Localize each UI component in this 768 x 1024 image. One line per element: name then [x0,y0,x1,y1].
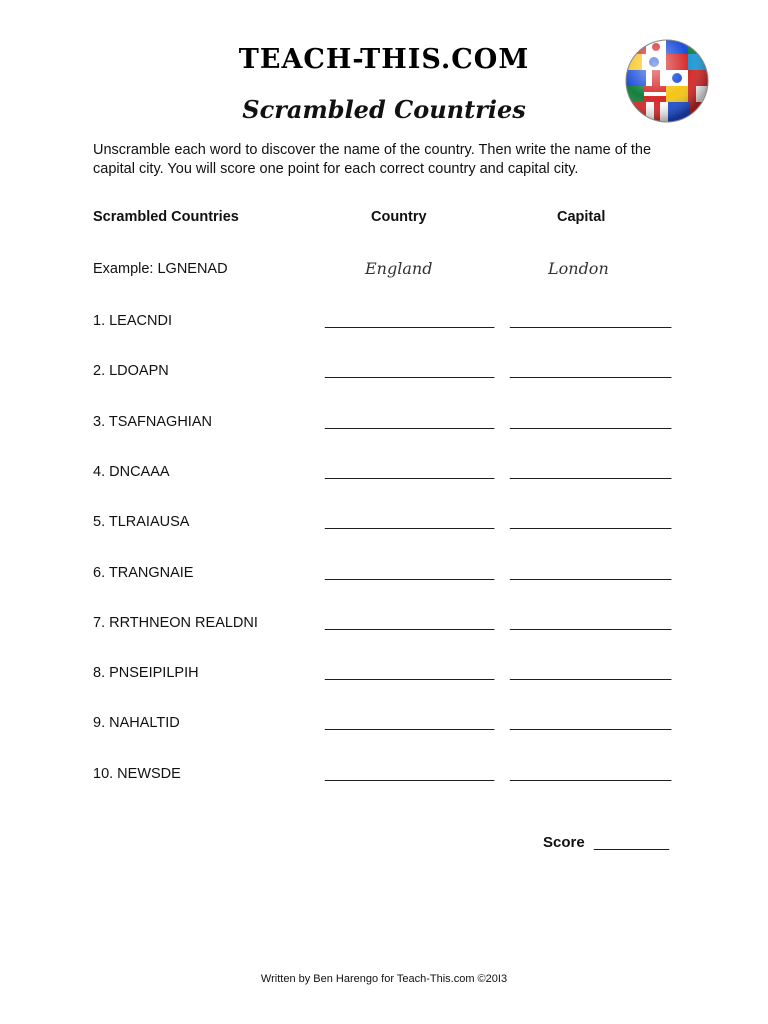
country-answer-blank: _____________________ [325,313,495,329]
footer-credit: Written by Ben Harengo for Teach-This.com ©20I3 [260,973,508,985]
list-item: 3. TSAFNAGHIAN [93,414,212,430]
list-item: 2. LDOAPN [93,363,169,379]
example-country-answer: England [365,259,433,278]
list-item: 1. LEACNDI [93,313,172,329]
site-title: TEACH-THIS.COM [238,44,530,75]
capital-answer-blank: ____________________ [510,414,672,430]
capital-answer-blank: ____________________ [510,363,672,379]
capital-answer-blank: ____________________ [510,313,672,329]
capital-answer-blank: ____________________ [510,665,672,681]
column-header-capital: Capital [557,209,606,225]
instructions-text: Unscramble each word to discover the name of the country. Then write the name of the capital city. You will score one point for each correct country and capital city. [93,142,652,177]
list-item: 10. NEWSDE [93,766,181,782]
country-answer-blank: _____________________ [325,615,495,631]
score-label: Score [543,834,585,851]
country-answer-blank: _____________________ [325,514,495,530]
capital-answer-blank: ____________________ [510,514,672,530]
country-answer-blank: _____________________ [325,565,495,581]
list-item: 7. RRTHNEON REALDNI [93,615,258,631]
list-item: 4. DNCAAA [93,464,170,480]
country-answer-blank: _____________________ [325,665,495,681]
flag-globe-icon [624,38,710,124]
list-item: 8. PNSEIPILPIH [93,665,199,681]
list-item: 9. NAHALTID [93,715,180,731]
country-answer-blank: _____________________ [325,766,495,782]
list-item: 6. TRANGNAIE [93,565,194,581]
column-header-country: Country [371,209,427,225]
example-capital-answer: London [548,259,609,278]
sheet-title: Scrambled Countries [242,95,526,124]
column-header-scrambled: Scrambled Countries [93,209,239,225]
capital-answer-blank: ____________________ [510,766,672,782]
country-answer-blank: _____________________ [325,715,495,731]
capital-answer-blank: ____________________ [510,615,672,631]
country-answer-blank: _____________________ [325,363,495,379]
capital-answer-blank: ____________________ [510,715,672,731]
capital-answer-blank: ____________________ [510,464,672,480]
country-answer-blank: _____________________ [325,464,495,480]
capital-answer-blank: ____________________ [510,565,672,581]
score-blank: _________ [594,834,670,851]
example-label: Example: LGNENAD [93,261,228,277]
list-item: 5. TLRAIAUSA [93,514,190,530]
country-answer-blank: _____________________ [325,414,495,430]
